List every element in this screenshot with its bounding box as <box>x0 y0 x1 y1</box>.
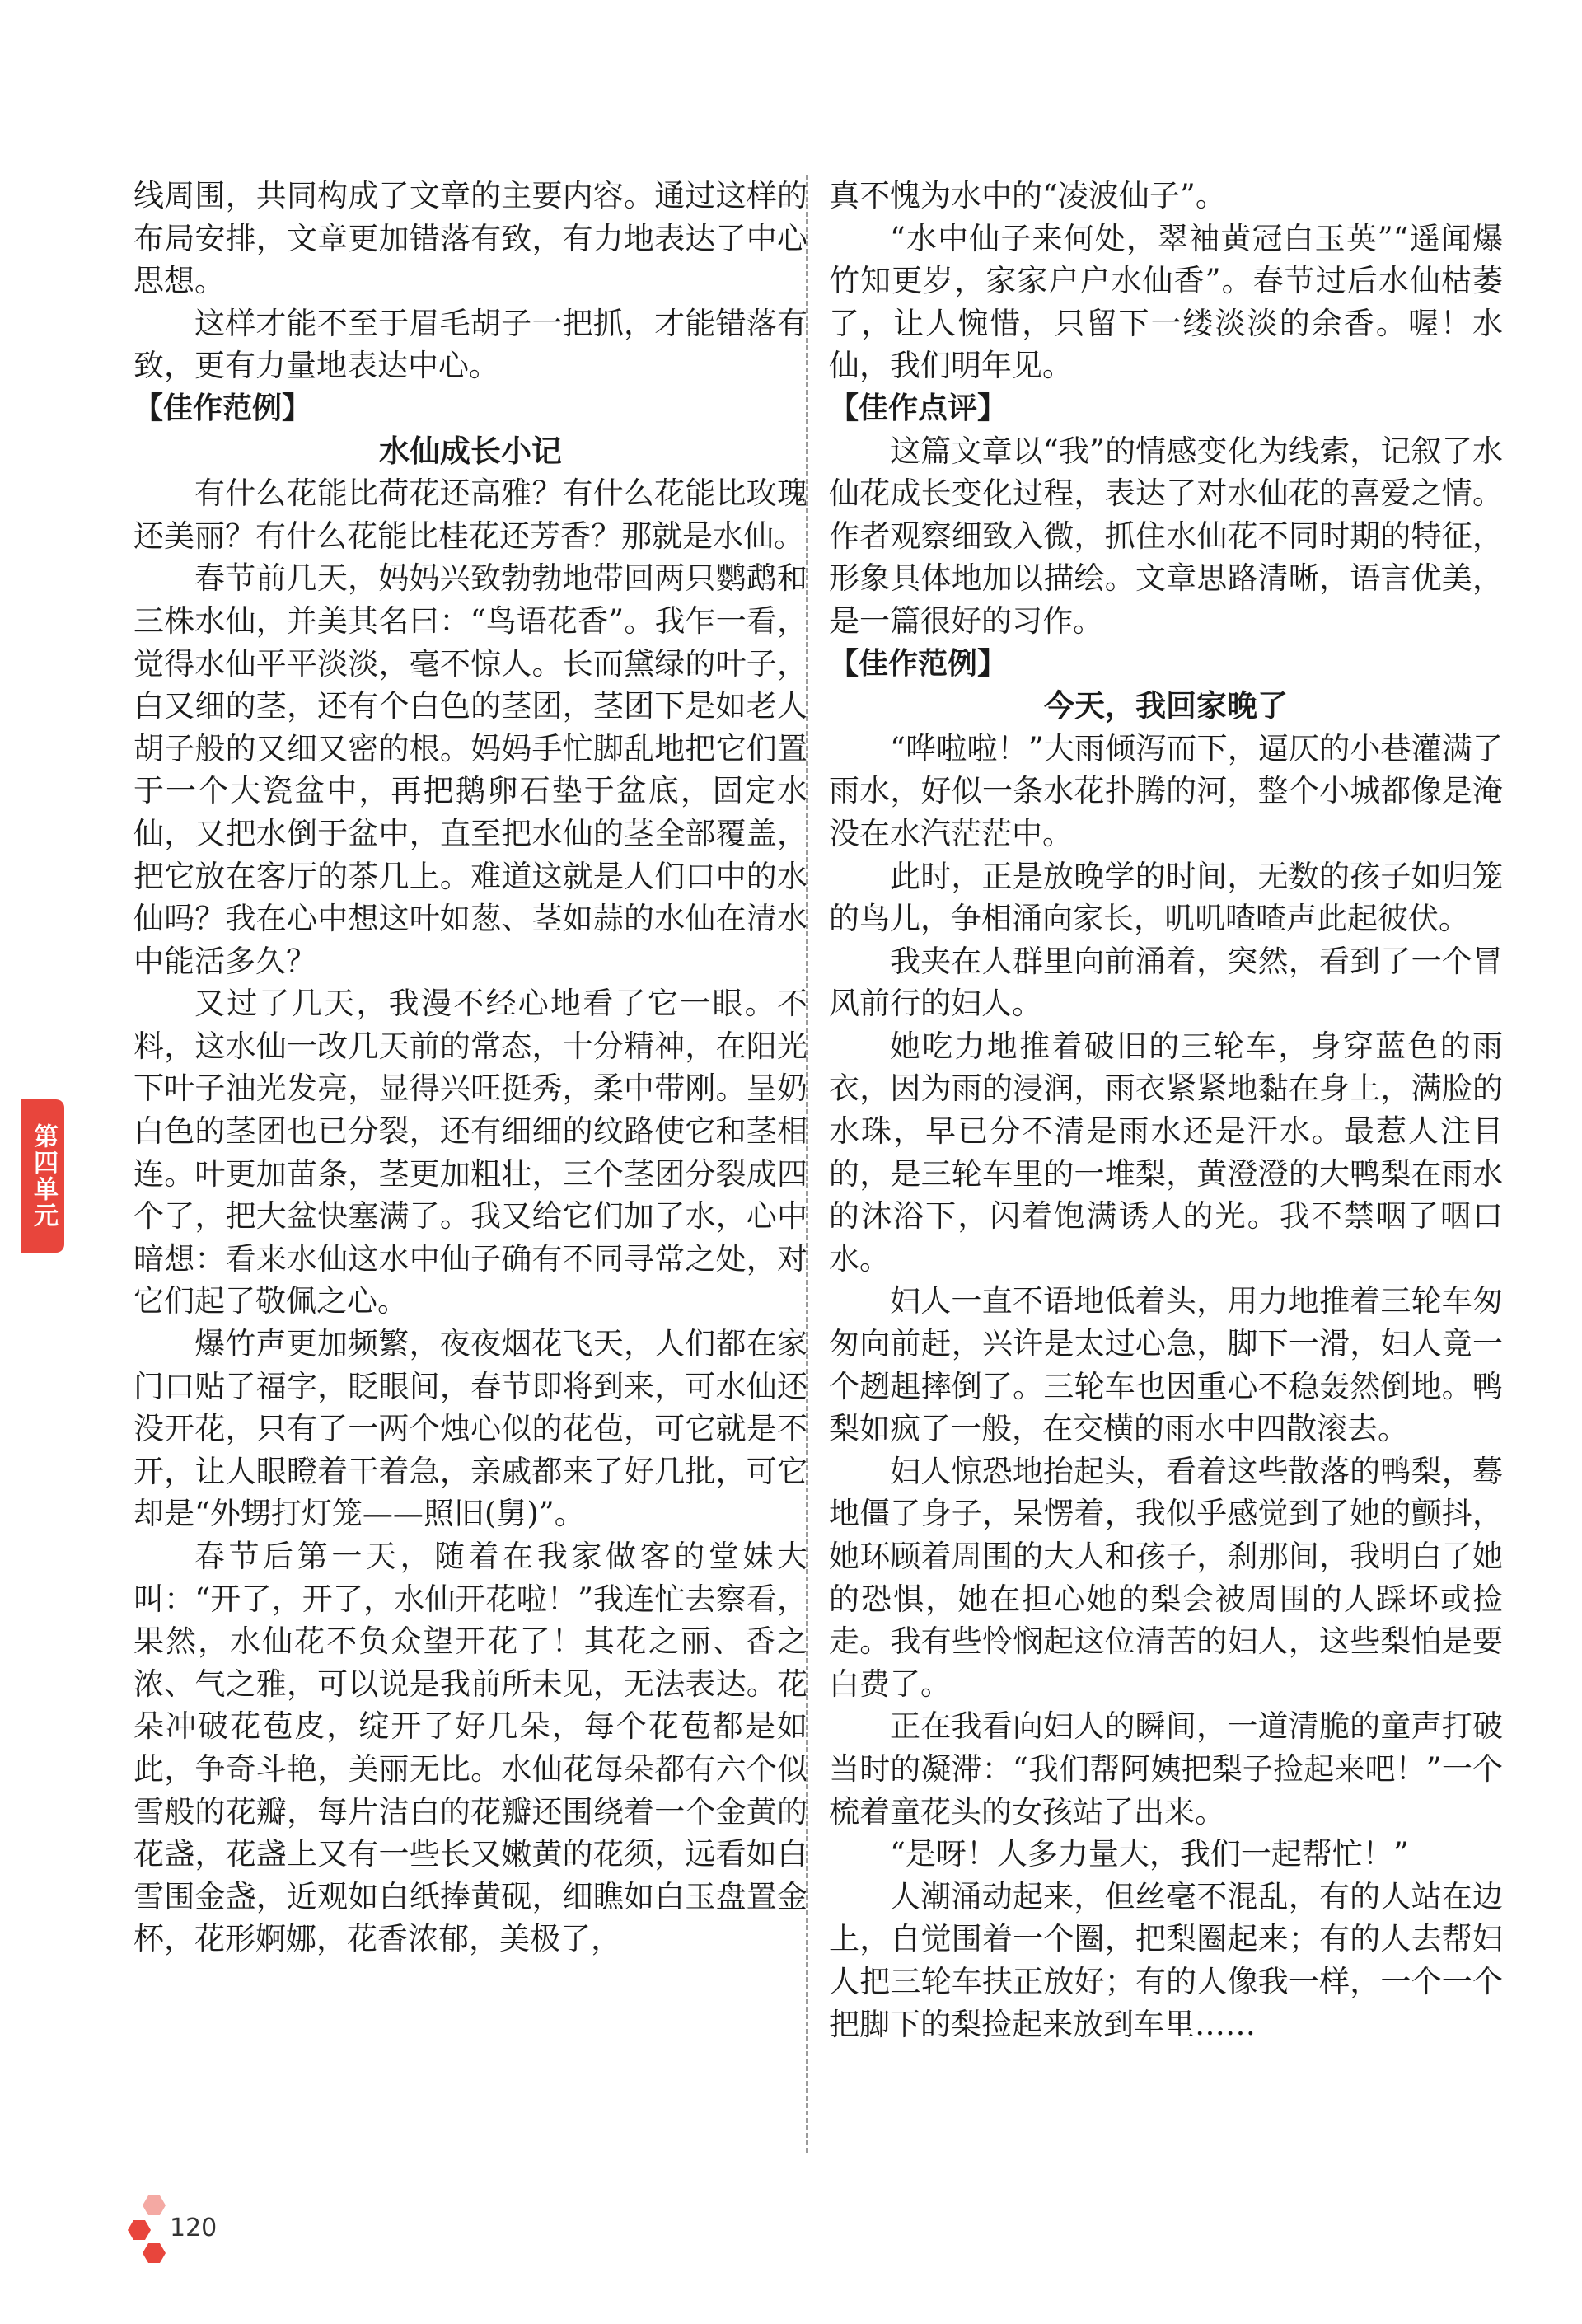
essay-paragraph: “是呀！人多力量大，我们一起帮忙！” <box>890 1836 1409 1872</box>
essay-paragraph: 妇人一直不语地低着头，用力地推着三轮车匆匆向前赶，兴许是太过心急，脚下一滑，妇人竟一个趔趄摔倒了。三轮车也因重心不稳轰然倒地。鸭梨如疯了一般，在交横的雨水中四散滚去。 <box>829 1283 1503 1447</box>
column-divider <box>806 175 808 2153</box>
comment-paragraph: 这篇文章以“我”的情感变化为线索，记叙了水仙花成长变化过程，表达了对水仙花的喜爱之情。作者观察细致入微，抓住水仙花不同时期的特征，形象具体地加以描绘。文章思路清晰，语言优美，是一篇很好的习作。 <box>829 433 1503 639</box>
left-column <box>133 175 807 1961</box>
essay-paragraph: 又过了几天，我漫不经心地看了它一眼。不料，这水仙一改几天前的常态，十分精神，在阳光下叶子油光发亮，显得兴旺挺秀，柔中带刚。呈奶白色的茎团也已分裂，还有细细的纹路使它和茎相连。叶更加苗条，茎更加粗壮，三个茎团分裂成四个了，把大盆快塞满了。我又给它们加了水，心中暗想：看来水仙这水中仙子确有不同寻常之处，对它们起了敬佩之心。 <box>133 986 807 1319</box>
essay-paragraph: 我夹在人群里向前涌着，突然，看到了一个冒风前行的妇人。 <box>829 943 1503 1022</box>
essay-paragraph: 有什么花能比荷花还高雅？有什么花能比玫瑰还美丽？有什么花能比桂花还芳香？那就是水仙。 <box>133 476 807 554</box>
right-column <box>829 175 1503 2045</box>
essay-paragraph: 正在我看向妇人的瞬间，一道清脆的童声打破当时的凝滞：“我们帮阿姨把梨子捡起来吧！”一个梳着童花头的女孩站了出来。 <box>829 1708 1503 1830</box>
essay-paragraph: “哗啦啦！”大雨倾泻而下，逼仄的小巷灌满了雨水，好似一条水花扑腾的河，整个小城都像是淹没在水汽茫茫中。 <box>829 730 1503 851</box>
paragraph: 这样才能不至于眉毛胡子一把抓，才能错落有致，更有力量地表达中心。 <box>133 305 807 384</box>
essay-paragraph: 她吃力地推着破旧的三轮车，身穿蓝色的雨衣，因为雨的浸润，雨衣紧紧地黏在身上，满脸的水珠，早已分不清是雨水还是汗水。最惹人注目的，是三轮车里的一堆梨，黄澄澄的大鸭梨在雨水的沐浴下，闪着饱满诱人的光。我不禁咽了咽口水。 <box>829 1028 1503 1277</box>
essay-paragraph: 爆竹声更加频繁，夜夜烟花飞天，人们都在家门口贴了福字，眨眼间，春节即将到来，可水仙还没开花，只有了一两个烛心似的花苞，可它就是不开，让人眼瞪着干着急，亲戚都来了好几批，可它却是“外甥打灯笼——照旧(舅)”。 <box>133 1326 807 1532</box>
unit-tab <box>21 1099 64 1253</box>
essay-title: 水仙成长小记 <box>379 433 562 469</box>
paragraph-continued: 线周围，共同构成了文章的主要内容。通过这样的布局安排，文章更加错落有致，有力地表达了中心思想。 <box>133 178 807 299</box>
essay-paragraph: 此时，正是放晚学的时间，无数的孩子如归笼的鸟儿，争相涌向家长，叽叽喳喳声此起彼伏。 <box>829 858 1503 937</box>
essay-paragraph: 春节后第一天，随着在我家做客的堂妹大叫：“开了，开了，水仙开花啦！”我连忙去察看，果然，水仙花不负众望开花了！其花之丽、香之浓、气之雅，可以说是我前所未见，无法表达。花朵冲破花苞皮，绽开了好几朵，每个花苞都是如此，争奇斗艳，美丽无比。水仙花每朵都有六个似雪般的花瓣，每片洁白的花瓣还围绕着一个金黄的花盏，花盏上又有一些长又嫩黄的花须，远看如白雪围金盏，近观如白纸捧黄砚，细瞧如白玉盘置金杯，花形婀娜，花香浓郁，美极了， <box>133 1539 807 1957</box>
unit-label: 第四单元 <box>29 1123 58 1229</box>
essay-paragraph: 春节前几天，妈妈兴致勃勃地带回两只鹦鹉和三株水仙，并美其名曰：“鸟语花香”。我乍一看，觉得水仙平平淡淡，毫不惊人。长而黛绿的叶子，白又细的茎，还有个白色的茎团，茎团下是如老人胡子般的又细又密的根。妈妈手忙脚乱地把它们置于一个大瓷盆中，再把鹅卵石垫于盆底，固定水仙，又把水倒于盆中，直至把水仙的茎全部覆盖，把它放在客厅的茶几上。难道这就是人们口中的水仙吗？我在心中想这叶如葱、茎如蒜的水仙在清水中能活多久？ <box>133 560 807 979</box>
essay-paragraph: 妇人惊恐地抬起头，看着这些散落的鸭梨，蓦地僵了身子，呆愣着，我似乎感觉到了她的颤抖，她环顾着周围的大人和孩子，刹那间，我明白了她的恐惧，她在担心她的梨会被周围的人踩坏或捡走。我有些怜悯起这位清苦的妇人，这些梨怕是要白费了。 <box>829 1453 1503 1702</box>
section-heading-comment: 【佳作点评】 <box>829 391 1008 425</box>
essay-paragraph-continued: 真不愧为水中的“凌波仙子”。 <box>829 178 1226 213</box>
essay-title: 今天，我回家晚了 <box>1044 688 1288 724</box>
essay-paragraph: 人潮涌动起来，但丝毫不混乱，有的人站在边上，自觉围着一个圈，把梨圈起来；有的人去帮妇人把三轮车扶正放好；有的人像我一样，一个一个把脚下的梨捡起来放到车里…… <box>829 1878 1503 2042</box>
essay-paragraph: “水中仙子来何处，翠袖黄冠白玉英”“遥闻爆竹知更岁，家家户户水仙香”。春节过后水仙枯萎了，让人惋惜，只留下一缕淡淡的余香。喔！水仙，我们明年见。 <box>829 220 1503 384</box>
section-heading-example: 【佳作范例】 <box>829 646 1008 681</box>
page-number: 120 <box>170 2214 218 2242</box>
section-heading-example: 【佳作范例】 <box>133 391 312 425</box>
